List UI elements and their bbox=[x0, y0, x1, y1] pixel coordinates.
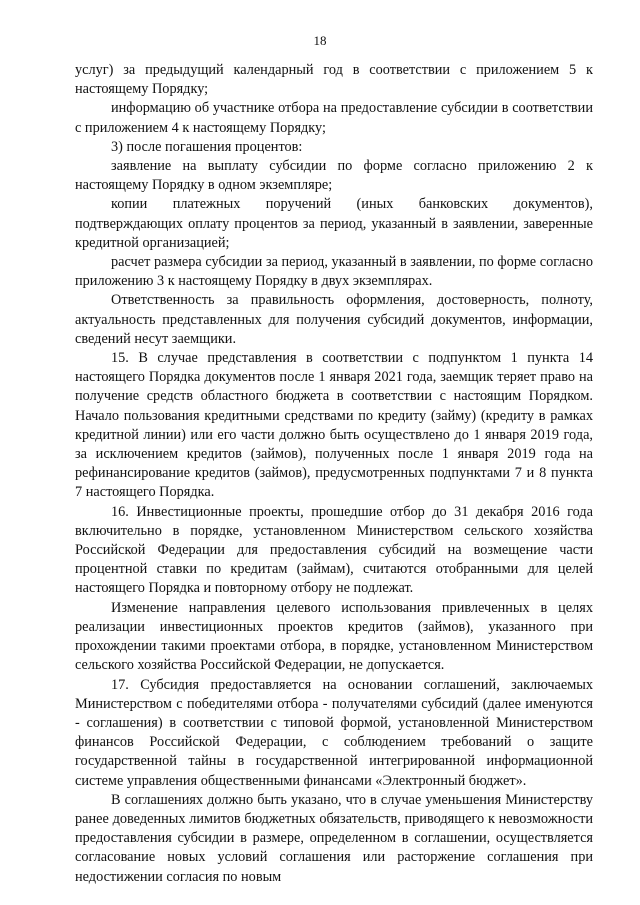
paragraph-7: Ответственность за правильность оформления, достоверность, полноту, актуальность представленных для получения субсидий документов, информации, сведений несут заемщики. bbox=[75, 292, 593, 347]
paragraph-8: 15. В случае представления в соответствии с подпунктом 1 пункта 14 настоящего Порядка документов после 1 января 2021 года, заемщик теряет право на получение средств областного бюджета в соответствии с настоящим Порядком. Начало пользования кредитными средствами по кредиту (займу) (кредиту в рамках кредитной линии) или его части должно быть осуществлено до 1 января 2019 года, за исключением кредитов (займов), полученных после 1 января 2019 года на рефинансирование кредитов (займов), предусмотренных подпунктами 7 и 8 пункта 7 настоящего Порядка. bbox=[75, 350, 593, 501]
paragraph-1: услуг) за предыдущий календарный год в соответствии с приложением 5 к настоящему Порядку; bbox=[75, 62, 593, 98]
paragraph-2: информацию об участнике отбора на предоставление субсидии в соответствии с приложением 4 к настоящему Порядку; bbox=[75, 100, 593, 136]
page-number: 18 bbox=[313, 33, 327, 48]
paragraph-5: копии платежных поручений (иных банковских документов), подтверждающих оплату процентов за период, указанный в заявлении, заверенные кредитной организацией; bbox=[75, 196, 593, 251]
paragraph-12: В соглашениях должно быть указано, что в случае уменьшения Министерству ранее доведенных лимитов бюджетных обязательств, приводящего к невозможности предоставления субсидии в размере, определенном в соглашении, осуществляется согласование новых условий соглашения или расторжение соглашения при недостижении согласия по новым bbox=[75, 791, 593, 885]
paragraph-10: Изменение направления целевого использования привлеченных в целях реализации инвестиционных проектов кредитов (займов), указанного при прохождении такими проектами отбора, в порядке, установленном Министерством сельского хозяйства Российской Федерации, не допускается. bbox=[75, 599, 593, 674]
paragraph-6: расчет размера субсидии за период, указанный в заявлении, по форме согласно приложению 3 к настоящему Порядку в двух экземплярах. bbox=[75, 254, 593, 290]
paragraph-4: заявление на выплату субсидии по форме согласно приложению 2 к настоящему Порядку в одном экземпляре; bbox=[75, 158, 593, 194]
paragraph-9: 16. Инвестиционные проекты, прошедшие отбор до 31 декабря 2016 года включительно в порядке, установленном Министерством сельского хозяйства Российской Федерации для предоставления субсидий на возмещение части процентной ставки по кредитам (займам), считаются отобранными для целей настоящего Порядка и повторному отбору не подлежат. bbox=[75, 503, 593, 597]
paragraph-11: 17. Субсидия предоставляется на основании соглашений, заключаемых Министерством с победителями отбора - получателями субсидий (далее именуются - соглашения) в соответствии с типовой формой, установленной Министерством финансов Российской Федерации, с соблюдением требований о защите государственной тайны в государственной интегрированной информационной системе управления общественными финансами «Электронный бюджет». bbox=[75, 676, 593, 789]
document-body bbox=[75, 61, 593, 887]
paragraph-3: 3) после погашения процентов: bbox=[111, 138, 303, 155]
